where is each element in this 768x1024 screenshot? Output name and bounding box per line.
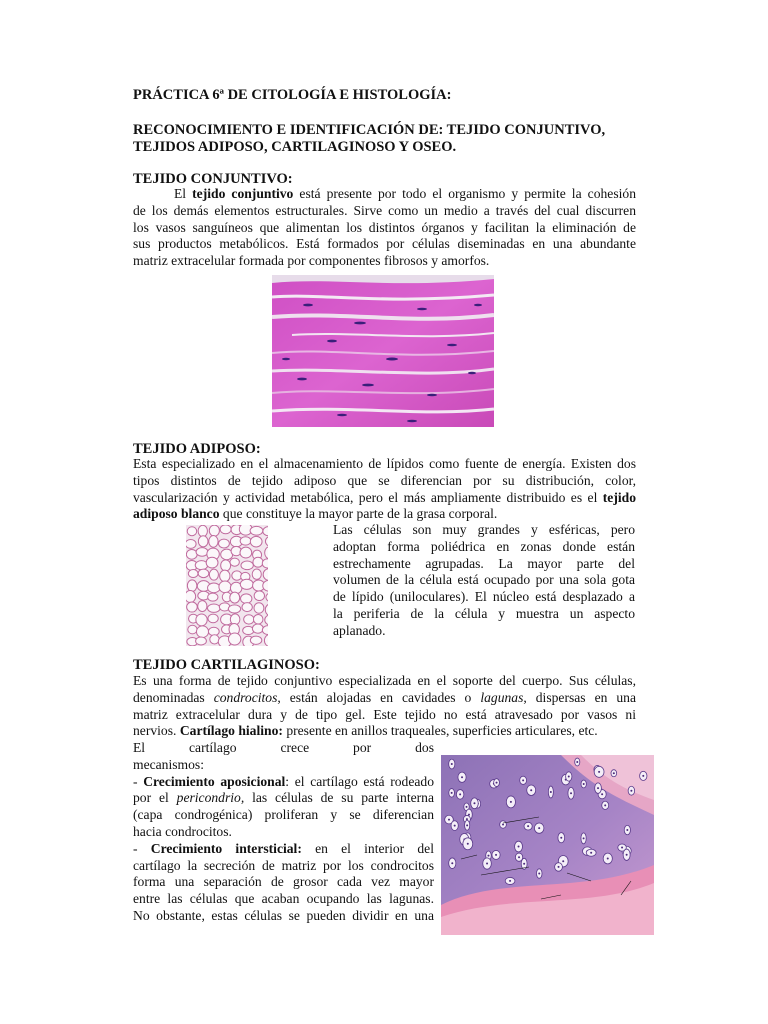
text-line: (capa condrogénica) proliferan y se diferencian [133, 807, 434, 823]
text-line: aplanado. [333, 622, 386, 638]
text-line: Esta especializado en el almacenamiento de lípidos como fuente de energía. Existen dos [133, 456, 636, 471]
paragraph-conjuntivo [133, 186, 636, 270]
text-line: sus productos metabólicos. Está formados por células diseminadas en una abundante [133, 236, 636, 252]
connective-tissue-micrograph [272, 275, 494, 427]
text-line: matriz extracelular formada por componentes fibrosos y amorfos. [133, 253, 490, 269]
text-line: de lípido (uniloculares). El núcleo está desplazado a [333, 589, 635, 605]
text-line: Las células son muy grandes y esféricas, pero [333, 522, 635, 537]
text-line: volumen de la célula está ocupado por una sola gota [333, 572, 635, 588]
document-title: PRÁCTICA 6ª DE CITOLOGÍA E HISTOLOGÍA: [133, 87, 452, 103]
text-line: de los demás elementos estructurales. Sirve como un medio a través del cual discurren [133, 202, 636, 218]
section-heading-conjuntivo: TEJIDO CONJUNTIVO: [133, 171, 293, 187]
text-line: adiposo blanco que constituye la mayor parte de la grasa corporal. [133, 506, 498, 522]
text-line: - Crecimiento intersticial: en el interior del [133, 840, 434, 856]
adipose-tissue-micrograph [186, 525, 268, 646]
text-line: Es una forma de tejido conjuntivo especializada en el soporte del cuerpo. Sus células, [133, 673, 636, 688]
text-line: entre las células que acaban ocupando las lagunas. [133, 891, 434, 907]
document-subtitle-line2: TEJIDOS ADIPOSO, CARTILAGINOSO Y OSEO. [133, 139, 457, 155]
text-line: denominadas condrocitos, están alojadas en cavidades o lagunas, dispersas en una [133, 689, 637, 705]
paragraph-cartilaginoso [133, 673, 636, 740]
text-line: la periferia de la célula y muestra un aspecto [333, 605, 635, 621]
text-line: estrechamente agrupadas. La mayor parte del [333, 555, 635, 571]
text-line: El tejido conjuntivo está presente por todo el organismo y permite la cohesión [174, 186, 636, 201]
text-line: El cartílago crece por dos [133, 740, 434, 755]
text-line: por el pericondrio, las células de su parte interna [133, 790, 435, 806]
text-line: cartílago la secreción de matriz por los condrocitos [133, 857, 434, 873]
text-line: nervios. Cartílago hialino: presente en anillos traqueales, superficies articulares, etc. [133, 723, 598, 739]
text-line: No obstante, estas células se pueden dividir en una [133, 907, 434, 923]
text-line: tipos distintos de tejido adiposo que se diferencian por su distribución, color, [133, 472, 636, 488]
cartilage-micrograph [441, 755, 654, 935]
text-line: hacia condrocitos. [133, 823, 232, 839]
text-line: mecanismos: [133, 756, 204, 772]
text-line: vascularización y actividad metabólica, pero el más ampliamente distribuido es el tejido [133, 489, 636, 505]
section-heading-adiposo: TEJIDO ADIPOSO: [133, 441, 261, 457]
section-heading-cartilaginoso: TEJIDO CARTILAGINOSO: [133, 657, 320, 673]
text-line: adoptan forma poliédrica en zonas donde están [333, 538, 635, 554]
paragraph-adiposo [133, 456, 636, 523]
text-line: forma una separación de grosor cada vez mayor [133, 874, 434, 890]
paragraph-adiposo-cells [333, 522, 635, 640]
document-subtitle-line1: RECONOCIMIENTO E IDENTIFICACIÓN DE: TEJIDO CONJUNTIVO, [133, 122, 606, 138]
text-line: - Crecimiento aposicional: el cartílago está rodeado [133, 773, 434, 789]
text-line: los vasos sanguíneos que alimentan los distintos órganos y facilitan la eliminación de [133, 219, 636, 235]
text-line: matriz extracelular dura y de tipo gel. Este tejido no está atravesado por vasos ni [133, 706, 636, 722]
paragraph-crecimiento [133, 740, 434, 925]
